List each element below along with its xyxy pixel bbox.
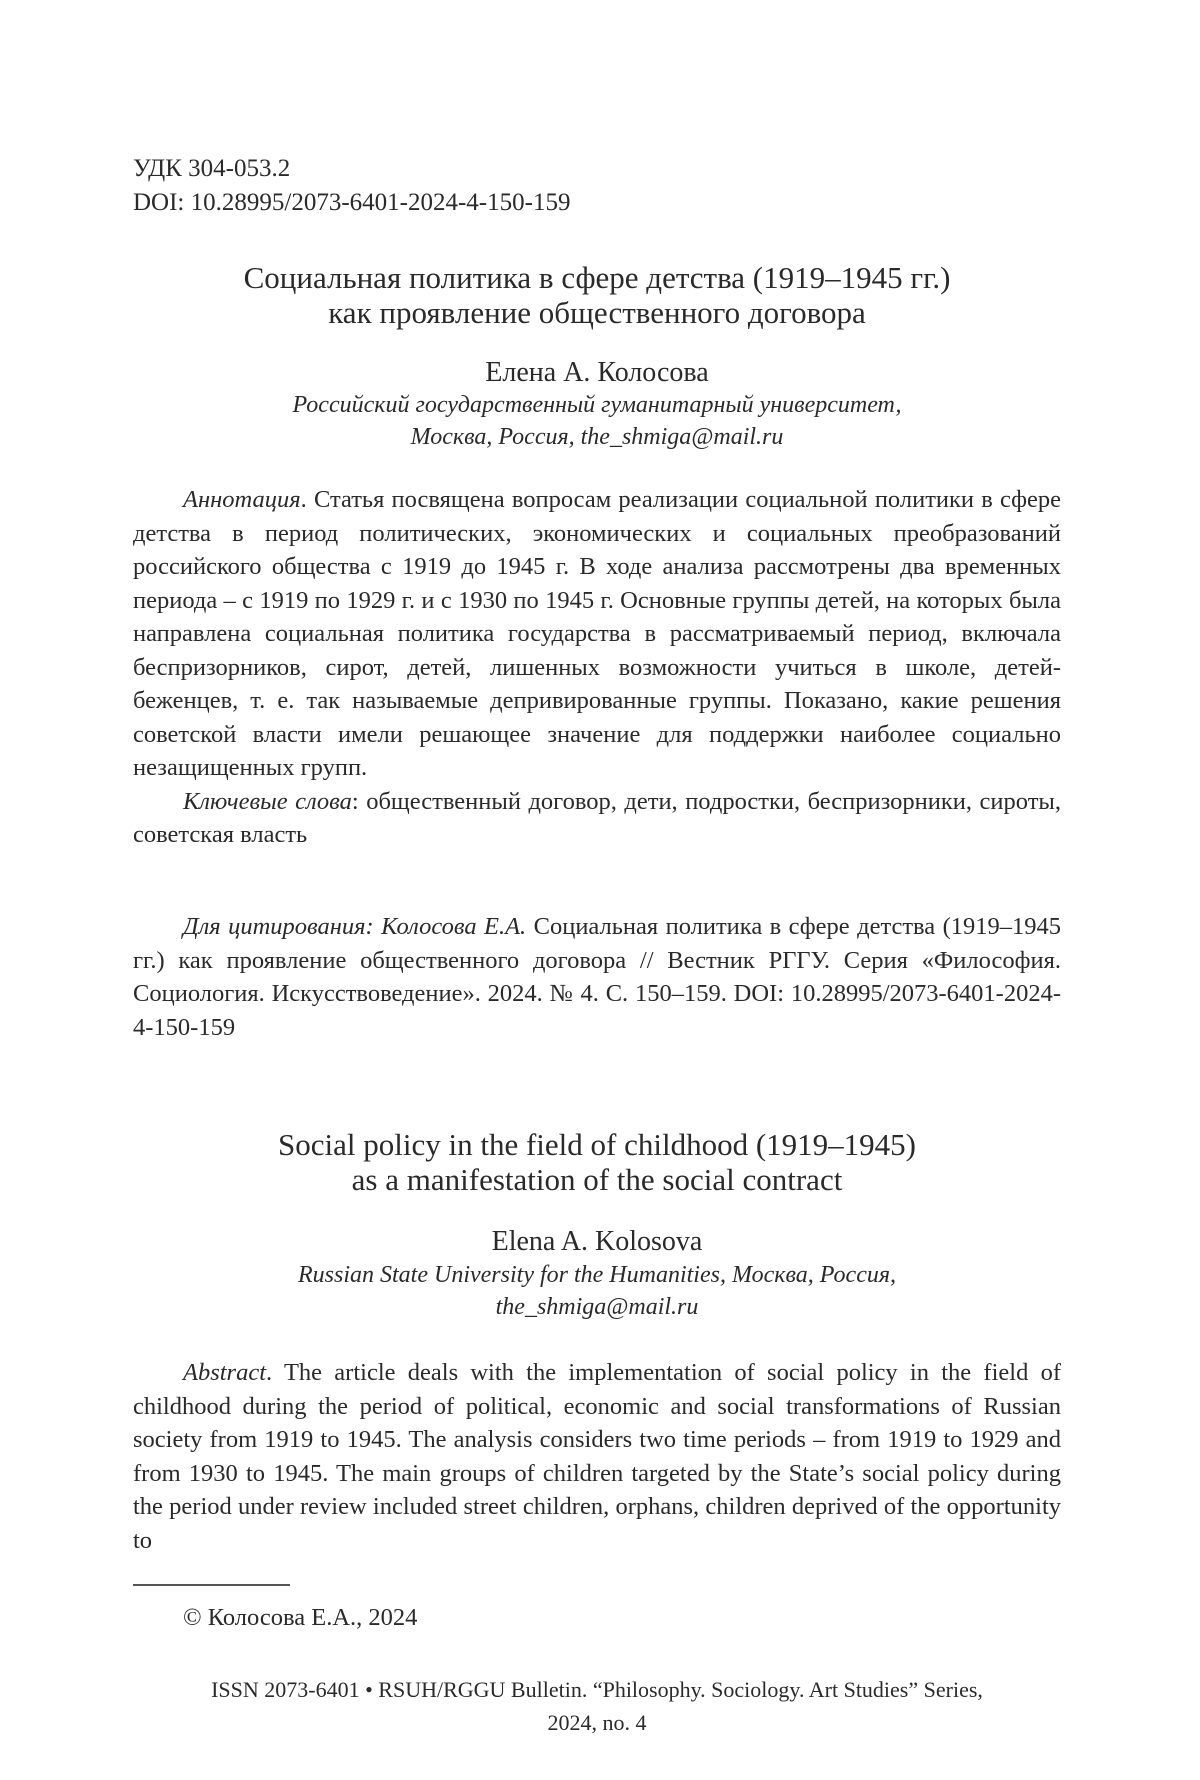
doi-header: DOI: 10.28995/2073-6401-2024-4-150-159 <box>133 189 571 216</box>
en-affiliation-line2: the_shmiga@mail.ru <box>495 1294 699 1320</box>
footer-line1: ISSN 2073-6401 • RSUH/RGGU Bulletin. “Philosophy. Sociology. Art Studies” Series, <box>211 1677 983 1702</box>
ru-keywords-label: Ключевые слова <box>183 787 352 815</box>
journal-footer <box>133 1673 1061 1739</box>
ru-title-line1: Социальная политика в сфере детства (1919–1945 гг.) <box>243 260 951 295</box>
en-abstract-text: . The article deals with the implementation of social policy in the field of childhood during the period of political, economic and social transformations of Russian society from 1919 to 1945. The analysis considers two time periods – from 1919 to 1929 and from 1930 to 1945. The main groups of children targeted by the State’s social policy during the period under review included street children, orphans, children deprived of the opportunity to <box>133 1359 1061 1554</box>
footnote-rule <box>133 1584 290 1586</box>
ru-keywords-text: : общественный договор, дети, подростки, беспризорники, сироты, советская власть <box>133 787 1061 848</box>
ru-citation-block <box>133 910 1061 1044</box>
ru-affiliation-line1: Российский государственный гуманитарный университет, <box>292 392 902 418</box>
en-affiliation-line1: Russian State University for the Humanities, Москва, Россия, <box>298 1262 896 1288</box>
en-title-line1: Social policy in the field of childhood (1919–1945) <box>278 1127 916 1162</box>
en-title-line2: as a manifestation of the social contract <box>351 1162 843 1197</box>
ru-abstract-block <box>133 483 1061 852</box>
ru-citation <box>133 910 1061 1044</box>
copyright-note: © Колосова Е.А., 2024 <box>183 1604 418 1631</box>
ru-keywords <box>133 785 1061 852</box>
ru-title-line2: как проявление общественного договора <box>328 295 866 330</box>
ru-abstract <box>133 483 1061 785</box>
en-abstract <box>133 1356 1061 1557</box>
ru-author: Елена А. Колосова <box>485 357 709 388</box>
ru-abstract-text: . Статья посвящена вопросам реализации социальной политики в сфере детства в период политических, экономических и социальных преобразований российского общества с 1919 до 1945 г. В ходе анализа рассмотрены два временных периода – с 1919 по 1929 г. и с 1930 по 1945 г. Основные группы детей, на которых была направлена социальная политика государства в рассматриваемый период, включала беспризорников, сирот, детей, лишенных возможности учиться в школе, детей-беженцев, т. е. так называемые депривированные группы. Показано, какие решения советской власти имели решающее значение для поддержки наиболее социально незащищенных групп. <box>133 486 1061 781</box>
ru-citation-text: Социальная политика в сфере детства (1919–1945 гг.) как проявление общественного договора // Вестник РГГУ. Серия «Философия. Социология. Искусствоведение». 2024. № 4. С. 150–159. DOI: 10.28995/2073-6401-2024-4-150-159 <box>133 913 1061 1041</box>
ru-citation-label: Для цитирования: Колосова Е.А. <box>183 913 527 940</box>
udk-code: УДК 304-053.2 <box>133 155 291 182</box>
en-author: Elena A. Kolosova <box>491 1226 703 1257</box>
footer-line2: 2024, no. 4 <box>547 1710 647 1735</box>
en-abstract-label: Abstract <box>183 1359 267 1386</box>
en-abstract-block <box>133 1356 1061 1557</box>
ru-abstract-label: Аннотация <box>183 486 301 513</box>
ru-affiliation-line2: Москва, Россия, the_shmiga@mail.ru <box>410 424 784 450</box>
